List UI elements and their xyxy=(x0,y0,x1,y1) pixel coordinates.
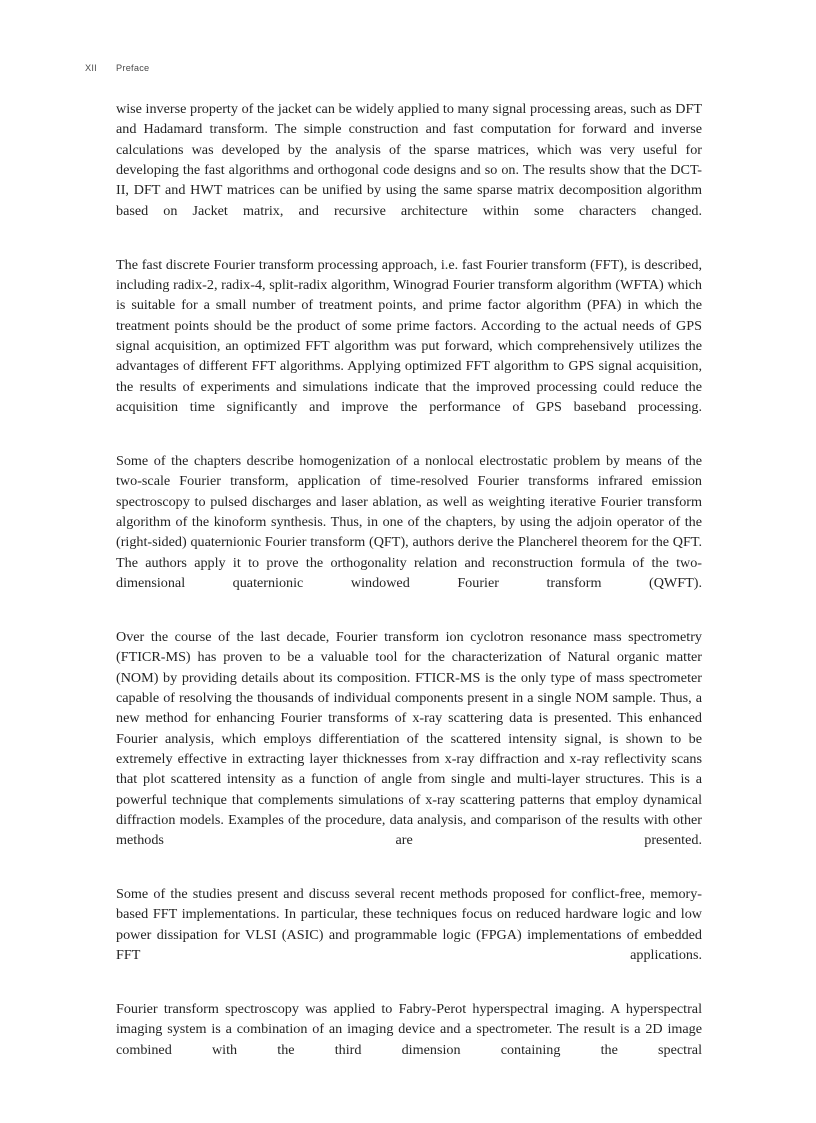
page-number: XII xyxy=(85,63,97,73)
body-paragraph: wise inverse property of the jacket can be widely applied to many signal processing areas, such as DFT and Hadamard transform. The simple construction and fast computation for forward and inverse calculations was developed by the analysis of the sparse matrices, which was very useful for developing the fast algorithms and orthogonal code designs and so on. The results show that the DCT-II, DFT and HWT matrices can be unified by using the same sparse matrix decomposition algorithm based on Jacket matrix, and recursive architecture within some characters changed. xyxy=(116,101,703,219)
running-head-title: Preface xyxy=(116,63,150,73)
running-head xyxy=(85,63,149,73)
body-paragraph: The fast discrete Fourier transform processing approach, i.e. fast Fourier transform (FFT), is described, including radix-2, radix-4, split-radix algorithm, Winograd Fourier transform algorithm (WFTA) which is suitable for a small number of treatment points, and prime factor algorithm (PFA) in which the treatment points should be the product of some prime factors. According to the actual needs of GPS signal acquisition, an optimized FFT algorithm was put forward, which comprehensively utilizes the advantages of different FFT algorithms. Applying optimized FFT algorithm to GPS signal acquisition, the results of experiments and simulations indicate that the improved processing could reduce the acquisition time significantly and improve the performance of GPS baseband processing. xyxy=(116,256,702,415)
body-paragraph: Over the course of the last decade, Fourier transform ion cyclotron resonance mass spectrometry (FTICR-MS) has proven to be a valuable tool for the characterization of Natural organic matter (NOM) by providing details about its composition. FTICR-MS is the only type of mass spectrometer capable of resolving the thousands of individual components present in a single NOM sample. Thus, a new method for enhancing Fourier transforms of x-ray scattering data is presented. This enhanced Fourier analysis, which employs differentiation of the scattered intensity signal, is shown to be extremely effective in extracting layer thicknesses from x-ray diffraction and x-ray reflectivity scans that plot scattered intensity as a function of angle from single and multi-layer structures. This is a powerful technique that complements simulations of x-ray scattering patterns that employ dynamical diffraction models. Examples of the procedure, data analysis, and comparison of the results with other methods are presented. xyxy=(116,628,702,849)
body-text-block xyxy=(116,99,702,1080)
body-paragraph: Some of the chapters describe homogenization of a nonlocal electrostatic problem by means of the two-scale Fourier transform, application of time-resolved Fourier transforms infrared emission spectroscopy to pulsed discharges and laser ablation, as well as weighting iterative Fourier transform algorithm of the kinoform synthesis. Thus, in one of the chapters, by using the adjoin operator of the (right-sided) quaternionic Fourier transform (QFT), authors derive the Plancherel theorem for the QFT. The authors apply it to prove the orthogonality relation and reconstruction formula of the two-dimensional quaternionic windowed Fourier transform (QWFT). xyxy=(116,452,702,591)
body-paragraph: Fourier transform spectroscopy was applied to Fabry-Perot hyperspectral imaging. A hyperspectral imaging system is a combination of an imaging device and a spectrometer. The result is a 2D image combined with the third dimension containing the spectral xyxy=(116,1001,702,1058)
body-paragraph: Some of the studies present and discuss several recent methods proposed for conflict-free, memory-based FFT implementations. In particular, these techniques focus on reduced hardware logic and low power dissipation for VLSI (ASIC) and programmable logic (FPGA) implementations of embedded FFT applications. xyxy=(116,886,702,964)
